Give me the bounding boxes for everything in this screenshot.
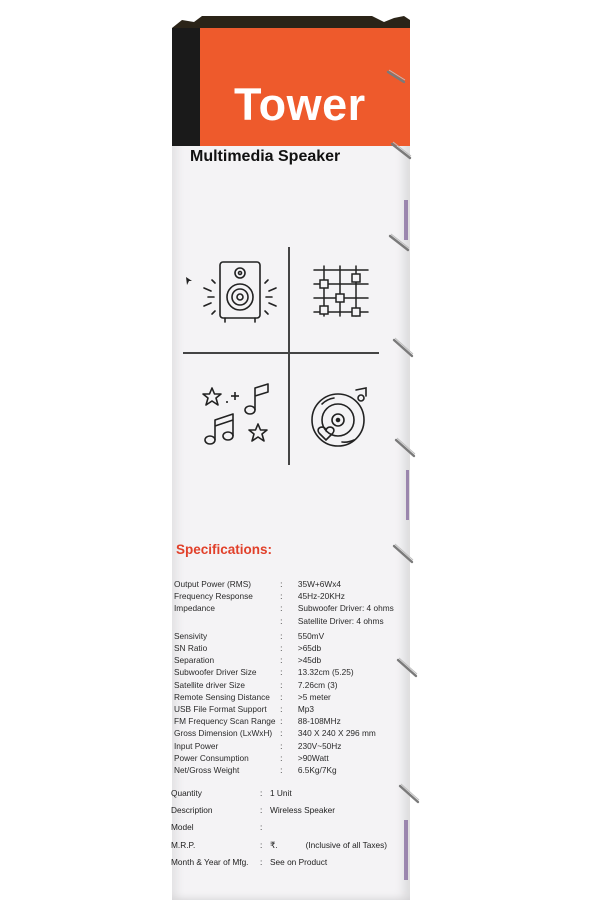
spec-value: >90Watt	[297, 752, 329, 763]
product-info-value	[270, 785, 406, 802]
spec-row	[174, 740, 404, 752]
product-info-value-text: 1 Unit	[270, 788, 292, 798]
product-info-separator: :	[260, 839, 263, 850]
specifications-table	[174, 578, 404, 776]
product-subtitle: Multimedia Speaker	[190, 148, 341, 165]
spec-row	[174, 715, 404, 727]
brand-name: Tower	[234, 79, 366, 130]
spec-key: Frequency Response	[174, 591, 253, 602]
spec-row	[174, 654, 404, 666]
spec-value: >5 meter	[297, 691, 331, 702]
spec-row	[174, 578, 404, 590]
spec-key: USB File Format Support	[174, 704, 267, 715]
spec-separator: :	[280, 740, 283, 751]
product-info-separator: :	[260, 822, 263, 833]
spec-separator: :	[280, 655, 283, 666]
spec-value: 45Hz-20KHz	[297, 591, 345, 602]
spec-separator: :	[280, 591, 283, 602]
product-info-value	[270, 802, 406, 819]
spec-key: Satellite driver Size	[174, 679, 246, 690]
spec-row	[174, 764, 404, 776]
music-notes-icon	[198, 380, 278, 450]
product-info-value-text: Wireless Speaker	[270, 805, 336, 816]
spec-key: Input Power	[174, 740, 219, 751]
spec-row	[174, 691, 404, 703]
spec-row	[174, 642, 404, 654]
spec-row	[174, 727, 404, 739]
spec-key: Impedance	[174, 603, 216, 614]
spec-key: Power Consumption	[174, 752, 249, 763]
product-info-row	[171, 802, 407, 819]
product-info-value	[270, 819, 406, 836]
product-info-table	[171, 785, 407, 871]
product-info-separator: :	[260, 788, 263, 798]
spec-separator: :	[280, 603, 283, 614]
specifications-heading: Specifications:	[176, 542, 273, 557]
spec-separator: :	[280, 630, 283, 641]
product-info-value	[270, 854, 406, 871]
spec-key: Output Power (RMS)	[174, 579, 251, 589]
product-info-separator: :	[260, 805, 263, 816]
vinyl-record-icon	[306, 384, 376, 454]
mrp-tax-note: (Inclusive of all Taxes)	[305, 839, 388, 850]
icon-grid-divider-horizontal	[183, 352, 379, 354]
spec-row	[174, 703, 404, 715]
spec-value: 13.32cm (5.25)	[297, 667, 354, 678]
spec-value: 35W+6Wx4	[297, 579, 341, 589]
icon-grid-divider-vertical	[288, 247, 290, 465]
product-info-key: Model	[171, 822, 194, 833]
spec-value: 7.26cm (3)	[297, 679, 338, 690]
spec-separator: :	[280, 716, 283, 727]
product-info-key: Month & Year of Mfg.	[171, 856, 249, 867]
product-info-row	[171, 819, 407, 836]
spec-value: 6.5Kg/7Kg	[297, 765, 337, 776]
spec-key: Subwoofer Driver Size	[174, 667, 257, 678]
product-info-key: Description	[171, 805, 213, 816]
equalizer-icon	[310, 264, 372, 320]
spec-value: Mp3	[297, 704, 314, 715]
spec-key: Sensivity	[174, 630, 208, 641]
spec-separator: :	[280, 704, 283, 715]
spec-separator: :	[280, 765, 283, 776]
spec-row	[174, 590, 404, 602]
spec-separator: :	[280, 667, 283, 678]
spec-key: Separation	[174, 655, 215, 666]
spec-key: Remote Sensing Distance	[174, 691, 270, 702]
spec-value: Subwoofer Driver: 4 ohms	[297, 603, 394, 614]
spec-separator: :	[280, 728, 283, 739]
spec-key: FM Frequency Scan Range	[174, 716, 276, 727]
product-info-value-text: See on Product	[270, 856, 328, 867]
spec-row	[174, 666, 404, 678]
product-info-value	[270, 837, 406, 854]
product-info-key: M.R.P.	[171, 839, 196, 850]
spec-separator: :	[280, 643, 283, 654]
spec-separator: :	[280, 679, 283, 690]
spec-value: 550mV	[297, 630, 325, 641]
spec-separator: :	[280, 691, 283, 702]
spec-key: Net/Gross Weight	[174, 765, 240, 776]
product-info-row	[171, 837, 407, 854]
spec-row	[174, 630, 404, 642]
product-info-separator: :	[260, 856, 263, 867]
spec-separator: :	[280, 579, 283, 589]
spec-key: Gross Dimension (LxWxH)	[174, 728, 273, 739]
spec-separator: :	[280, 615, 283, 626]
spec-row	[174, 752, 404, 764]
spec-row	[174, 615, 404, 627]
spec-value: >65db	[297, 643, 322, 654]
box-black-stripe	[172, 28, 200, 146]
product-info-key: Quantity	[171, 788, 202, 798]
spec-value: 88-108MHz	[297, 716, 341, 727]
spec-key: SN Ratio	[174, 643, 208, 654]
spec-value: >45db	[297, 655, 322, 666]
spec-value: 230V~50Hz	[297, 740, 342, 751]
spec-row	[174, 602, 404, 614]
spec-value: 340 X 240 X 296 mm	[297, 728, 376, 739]
product-info-value-text: ₹.	[270, 839, 278, 850]
mouse-cursor-icon	[184, 276, 194, 286]
speaker-icon	[200, 258, 280, 324]
product-info-row	[171, 785, 407, 802]
spec-row	[174, 679, 404, 691]
spec-separator: :	[280, 752, 283, 763]
spec-key	[174, 615, 280, 627]
spec-value: Satellite Driver: 4 ohms	[297, 615, 384, 626]
product-info-row	[171, 854, 407, 871]
